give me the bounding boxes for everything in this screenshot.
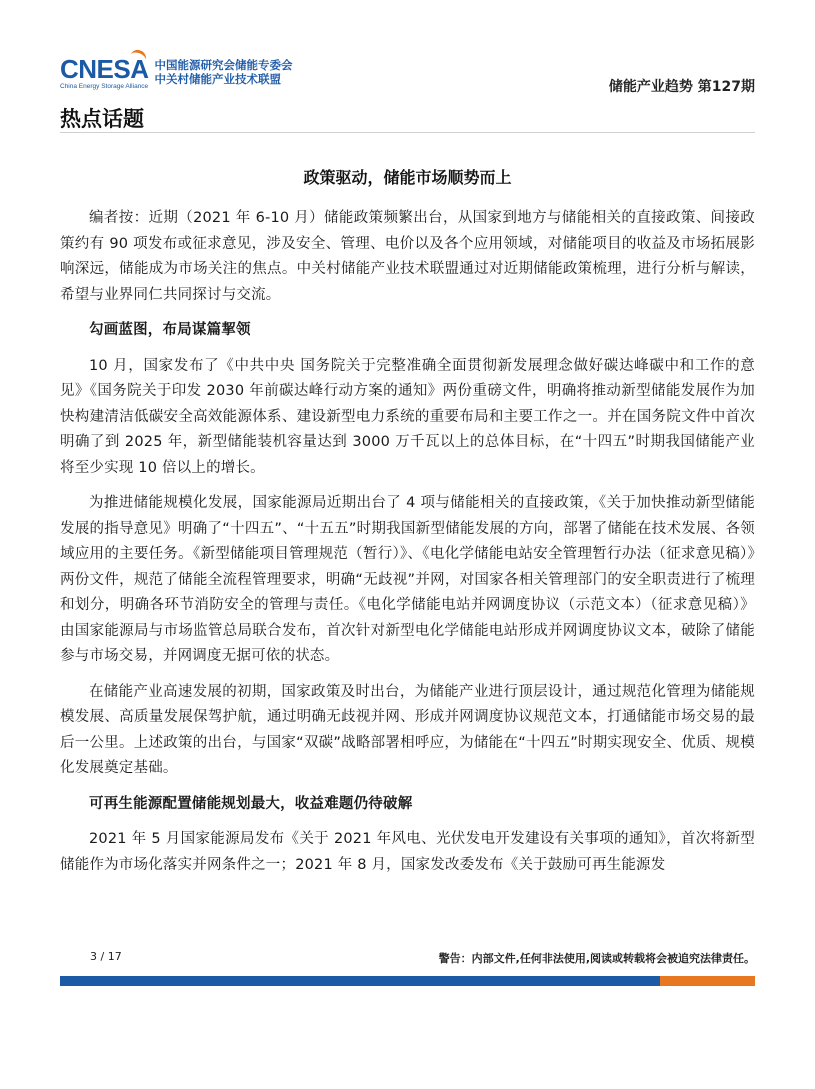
section-title: 热点话题: [60, 107, 144, 131]
paragraph: 为推进储能规模化发展，国家能源局近期出台了 4 项与储能相关的直接政策，《关于加快推动新型储能发展的指导意见》明确了“十四五”、“十五五”时期我国新型储能发展的方向，部署了储能在技术发展、各领域应用的主要任务。《新型储能项目管理规范（暂行）》、《电化学储能电站安全管理暂行办法（征求意见稿）》两份文件，规范了储能全流程管理要求，明确“无歧视”并网，对国家各相关管理部门的安全职责进行了梳理和划分，明确各环节消防安全的管理与责任。《电化学储能电站并网调度协议（示范文本）（征求意见稿）》由国家能源局与市场监管总局联合发布，首次针对新型电化学储能电站形成并网调度协议文本，破除了储能参与市场交易，并网调度无据可依的状态。: [60, 495, 755, 664]
footer-bar-blue: [60, 976, 660, 986]
org-line-2: 中关村储能产业技术联盟: [154, 72, 282, 86]
logo-mark: [60, 56, 149, 91]
page-header: [60, 56, 755, 96]
article-title: 政策驱动，储能市场顺势而上: [303, 168, 512, 187]
footer-color-bar: [60, 976, 755, 986]
subheading-renewables: 可再生能源配置储能规划最大，收益难题仍待破解: [89, 795, 413, 812]
page-number: 3 / 17: [90, 950, 122, 963]
logo-subtitle: China Energy Storage Alliance: [60, 83, 149, 90]
subheading-blueprint: 勾画蓝图，布局谋篇挈领: [89, 322, 251, 338]
org-line-1: 中国能源研究会储能专委会: [154, 58, 293, 72]
article-body: [60, 206, 755, 888]
legal-warning: 警告：内部文件,任何非法使用,阅读或转载将会被追究法律责任。: [438, 952, 755, 965]
header-divider: [60, 132, 755, 133]
logo-text: CNESA: [60, 54, 149, 84]
cnesa-logo: [60, 56, 293, 96]
footer-bar-orange: [660, 976, 755, 986]
paragraph: 10 月，国家发布了《中共中央 国务院关于完整准确全面贯彻新发展理念做好碳达峰碳中和工作的意见》《国务院关于印发 2030 年前碳达峰行动方案的通知》两份重磅文件，明确将推动新型储能发展作为加快构建清洁低碳安全高效能源体系、建设新型电力系统的重要布局和主要工作之一。并在国务院文件中首次明确了到 2025 年，新型储能装机容量达到 3000 万千瓦以上的总体目标，在“十四五”时期我国储能产业将至少实现 10 倍以上的增长。: [60, 357, 755, 476]
paragraph-editor-note: 编者按：近期（2021 年 6-10 月）储能政策频繁出台，从国家到地方与储能相关的直接政策、间接政策约有 90 项发布或征求意见，涉及安全、管理、电价以及各个应用领域，对储能项目的收益及市场拓展影响深远，储能成为市场关注的焦点。中关村储能产业技术联盟通过对近期储能政策梳理，进行分析与解读，希望与业界同仁共同探讨与交流。: [60, 210, 755, 303]
paragraph: 2021 年 5 月国家能源局发布《关于 2021 年风电、光伏发电开发建设有关事项的通知》，首次将新型储能作为市场化落实并网条件之一；2021 年 8 月，国家发改委发布《关于鼓励可再生能源发: [60, 831, 755, 873]
paragraph: 在储能产业高速发展的初期，国家政策及时出台，为储能产业进行顶层设计，通过规范化管理为储能规模发展、高质量发展保驾护航，通过明确无歧视并网、形成并网调度协议规范文本，打通储能市场交易的最后一公里。上述政策的出台，与国家“双碳”战略部署相呼应，为储能在“十四五”时期实现安全、优质、规模化发展奠定基础。: [60, 683, 755, 776]
organization-names: [155, 58, 293, 86]
issue-label: 储能产业趋势 第127期: [608, 79, 755, 95]
